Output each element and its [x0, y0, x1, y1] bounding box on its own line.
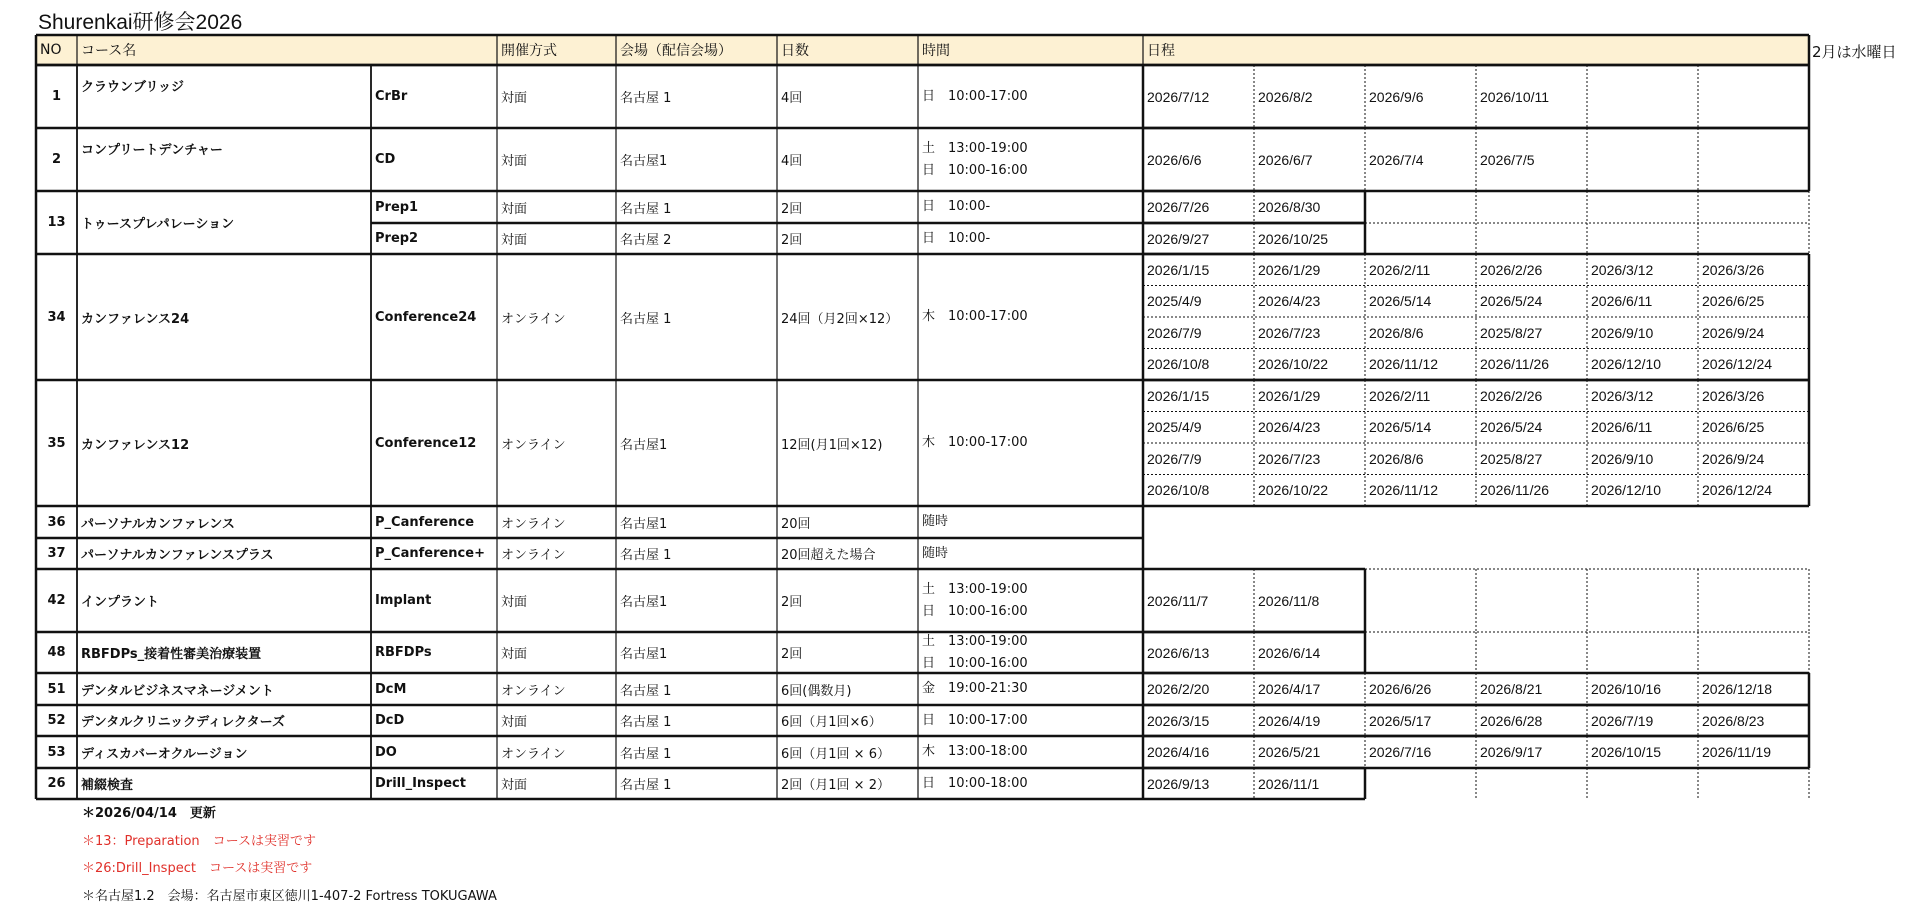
time-line: 木 10:00-17:00: [922, 432, 1028, 454]
time-line: 金 19:00-21:30: [922, 678, 1028, 700]
course-code: DO: [371, 736, 497, 768]
schedule-date: 2026/10/22: [1254, 349, 1365, 381]
schedule-date: 2026/6/6: [1143, 128, 1254, 191]
course-name: デンタルビジネスマネージメント: [77, 673, 371, 705]
time-line: 日 10:00-16:00: [922, 653, 1028, 674]
schedule-date: 2026/7/12: [1143, 65, 1254, 128]
time: [918, 254, 1143, 380]
time-line: 木 13:00-18:00: [922, 741, 1028, 763]
time: [918, 768, 1143, 799]
course-code: Prep1: [371, 191, 497, 223]
venue: 名古屋 1: [616, 673, 777, 705]
format: オンライン: [497, 254, 616, 380]
schedule-date: 2026/9/24: [1698, 317, 1809, 349]
course-code: Drill_Inspect: [371, 768, 497, 799]
schedule-date: 2026/8/30: [1254, 191, 1365, 223]
schedule-date: 2026/12/24: [1698, 349, 1809, 381]
header-format: 開催方式: [497, 35, 616, 65]
schedule-date: 2026/1/29: [1254, 380, 1365, 412]
schedule-date: 2026/11/26: [1476, 349, 1587, 381]
schedule-date: 2026/9/27: [1143, 223, 1254, 254]
row-no: 35: [36, 380, 77, 506]
course-code: CrBr: [371, 65, 497, 128]
schedule-date: 2026/11/8: [1254, 569, 1365, 632]
schedule-date: 2026/5/24: [1476, 286, 1587, 318]
schedule-date: 2026/4/23: [1254, 286, 1365, 318]
course-name: カンファレンス12: [77, 380, 371, 506]
time: [918, 223, 1143, 254]
days: 2回: [777, 223, 918, 254]
schedule-date: 2026/8/21: [1476, 673, 1587, 705]
header-course: コース名: [77, 35, 377, 65]
course-name: RBFDPs_接着性審美治療装置: [77, 632, 371, 673]
course-code: DcM: [371, 673, 497, 705]
schedule-date: 2026/8/6: [1365, 443, 1476, 475]
schedule-date: 2026/12/24: [1698, 475, 1809, 507]
schedule-date: 2026/9/13: [1143, 768, 1254, 799]
days: 4回: [777, 128, 918, 191]
time: [918, 128, 1143, 191]
row-no: 26: [36, 768, 77, 799]
time: [918, 65, 1143, 128]
course-name: コンプリートデンチャー: [77, 134, 371, 162]
time-line: 日 10:00-17:00: [922, 710, 1028, 732]
venue: 名古屋1: [616, 380, 777, 506]
row-no: 36: [36, 506, 77, 538]
format: オンライン: [497, 380, 616, 506]
schedule-date: 2026/3/15: [1143, 705, 1254, 736]
header-days: 日数: [777, 35, 918, 65]
format: オンライン: [497, 538, 616, 569]
format: オンライン: [497, 506, 616, 538]
schedule-date: 2026/1/29: [1254, 254, 1365, 286]
venue: 名古屋 1: [616, 705, 777, 736]
venue: 名古屋 2: [616, 223, 777, 254]
header-time: 時間: [918, 35, 1143, 65]
time-line: 日 10:00-16:00: [922, 601, 1028, 623]
schedule-date: 2026/4/16: [1143, 736, 1254, 768]
venue: 名古屋1: [616, 632, 777, 673]
schedule-date: 2026/4/23: [1254, 412, 1365, 444]
schedule-date: 2026/9/10: [1587, 317, 1698, 349]
schedule-date: 2026/4/17: [1254, 673, 1365, 705]
header-schedule: 日程: [1143, 35, 1809, 65]
schedule-date: 2026/7/19: [1587, 705, 1698, 736]
days: 2回: [777, 632, 918, 673]
schedule-date: 2026/6/28: [1476, 705, 1587, 736]
schedule-date: 2026/6/25: [1698, 286, 1809, 318]
schedule-date: 2026/11/7: [1143, 569, 1254, 632]
time-line: 日 10:00-: [922, 196, 990, 218]
days: 2回（月1回 × 2）: [777, 768, 918, 799]
days: 20回超えた場合: [777, 538, 918, 569]
schedule-date: 2026/9/17: [1476, 736, 1587, 768]
schedule-date: 2026/6/14: [1254, 632, 1365, 673]
schedule-date: 2026/5/24: [1476, 412, 1587, 444]
venue: 名古屋 1: [616, 65, 777, 128]
row-no: 2: [36, 128, 77, 191]
course-code: Conference12: [371, 380, 497, 506]
venue: 名古屋1: [616, 128, 777, 191]
time: [918, 569, 1143, 632]
format: 対面: [497, 223, 616, 254]
schedule-date: 2026/10/16: [1587, 673, 1698, 705]
schedule-date: 2026/8/2: [1254, 65, 1365, 128]
schedule-date: 2026/4/19: [1254, 705, 1365, 736]
schedule-date: 2026/6/7: [1254, 128, 1365, 191]
venue: 名古屋 1: [616, 736, 777, 768]
format: 対面: [497, 632, 616, 673]
venue: 名古屋1: [616, 569, 777, 632]
course-name: トゥースプレパレーション: [77, 191, 371, 254]
schedule-date: 2026/6/11: [1587, 286, 1698, 318]
time-line: 日 10:00-16:00: [922, 160, 1028, 182]
format: 対面: [497, 569, 616, 632]
schedule-date: 2026/12/10: [1587, 349, 1698, 381]
header-no: NO: [36, 35, 77, 65]
schedule-date: 2026/8/23: [1698, 705, 1809, 736]
schedule-date: 2026/10/8: [1143, 349, 1254, 381]
course-code: P_Canference+: [371, 538, 497, 569]
schedule-date: 2026/7/23: [1254, 317, 1365, 349]
venue: 名古屋 1: [616, 538, 777, 569]
venue: 名古屋 1: [616, 254, 777, 380]
time-line: 土 13:00-19:00: [922, 579, 1028, 601]
schedule-date: 2026/12/10: [1587, 475, 1698, 507]
days: 24回（月2回×12）: [777, 254, 918, 380]
days: 6回(偶数月): [777, 673, 918, 705]
schedule-date: 2026/10/22: [1254, 475, 1365, 507]
course-code: Conference24: [371, 254, 497, 380]
schedule-date: 2026/9/24: [1698, 443, 1809, 475]
schedule-date: 2026/7/4: [1365, 128, 1476, 191]
schedule-date: 2026/10/8: [1143, 475, 1254, 507]
schedule-date: 2026/5/14: [1365, 286, 1476, 318]
schedule-date: 2026/5/17: [1365, 705, 1476, 736]
schedule-date: 2026/11/12: [1365, 349, 1476, 381]
venue: 名古屋 1: [616, 768, 777, 799]
schedule-date: 2026/3/12: [1587, 380, 1698, 412]
course-code: Prep2: [371, 223, 497, 254]
time: [918, 380, 1143, 506]
schedule-date: 2026/9/10: [1587, 443, 1698, 475]
page-title: Shurenkai研修会2026: [38, 6, 242, 36]
course-name: クラウンブリッジ: [77, 71, 371, 99]
course-code: CD: [371, 128, 497, 191]
format: 対面: [497, 191, 616, 223]
time: [918, 736, 1143, 768]
schedule-date: 2025/8/27: [1476, 443, 1587, 475]
schedule-date: 2026/2/20: [1143, 673, 1254, 705]
schedule-date: 2026/1/15: [1143, 380, 1254, 412]
schedule-date: 2026/6/13: [1143, 632, 1254, 673]
course-code: P_Canference: [371, 506, 497, 538]
schedule-date: 2026/7/26: [1143, 191, 1254, 223]
time-line: 日 10:00-17:00: [922, 86, 1028, 108]
time: [918, 538, 1143, 569]
days: 6回（月1回 × 6）: [777, 736, 918, 768]
time-line: 随時: [922, 543, 948, 565]
side-note: 2月は水曜日: [1812, 41, 1897, 62]
schedule-date: 2026/2/26: [1476, 254, 1587, 286]
row-no: 37: [36, 538, 77, 569]
days: 6回（月1回×6）: [777, 705, 918, 736]
format: 対面: [497, 128, 616, 191]
note-updated: ＊2026/04/14 更新: [82, 800, 497, 828]
row-no: 13: [36, 191, 77, 254]
course-name: パーソナルカンファレンスプラス: [77, 538, 371, 569]
course-name: カンファレンス24: [77, 254, 371, 380]
schedule-date: 2026/3/26: [1698, 254, 1809, 286]
header-venue: 会場（配信会場）: [616, 35, 777, 65]
venue: 名古屋1: [616, 506, 777, 538]
course-name: ディスカバーオクルージョン: [77, 736, 371, 768]
course-code: Implant: [371, 569, 497, 632]
format: 対面: [497, 65, 616, 128]
schedule-date: 2026/7/5: [1476, 128, 1587, 191]
schedule-date: 2026/10/11: [1476, 65, 1587, 128]
course-code: RBFDPs: [371, 632, 497, 673]
time: [918, 632, 1143, 673]
format: 対面: [497, 705, 616, 736]
schedule-date: 2026/8/6: [1365, 317, 1476, 349]
time-line: 土 13:00-19:00: [922, 138, 1028, 160]
schedule-date: 2026/10/15: [1587, 736, 1698, 768]
schedule-date: 2026/9/6: [1365, 65, 1476, 128]
format: オンライン: [497, 673, 616, 705]
schedule-date: 2026/1/15: [1143, 254, 1254, 286]
schedule-date: 2026/7/9: [1143, 317, 1254, 349]
schedule-date: 2025/4/9: [1143, 286, 1254, 318]
course-name: デンタルクリニックディレクターズ: [77, 705, 371, 736]
schedule-date: 2026/10/25: [1254, 223, 1365, 254]
note-prep: ＊13：Preparation コースは実習です: [82, 828, 497, 856]
days: 2回: [777, 569, 918, 632]
time: [918, 506, 1143, 538]
schedule-date: 2026/6/26: [1365, 673, 1476, 705]
format: オンライン: [497, 736, 616, 768]
schedule-date: 2026/11/1: [1254, 768, 1365, 799]
row-no: 42: [36, 569, 77, 632]
schedule-date: 2026/11/26: [1476, 475, 1587, 507]
days: 12回(月1回×12): [777, 380, 918, 506]
schedule-date: 2026/2/11: [1365, 254, 1476, 286]
schedule-date: 2026/11/12: [1365, 475, 1476, 507]
row-no: 52: [36, 705, 77, 736]
schedule-date: 2026/2/26: [1476, 380, 1587, 412]
note-venue: ＊名古屋1.2 会場：名古屋市東区徳川1-407-2 Fortress TOKUGAWA: [82, 883, 497, 910]
time: [918, 705, 1143, 736]
schedule-date: 2026/11/19: [1698, 736, 1809, 768]
days: 20回: [777, 506, 918, 538]
schedule-date: 2025/4/9: [1143, 412, 1254, 444]
time-line: 木 10:00-17:00: [922, 306, 1028, 328]
course-name: 補綴検査: [77, 768, 371, 799]
note-drill: ＊26:Drill_Inspect コースは実習です: [82, 855, 497, 883]
time-line: 日 10:00-18:00: [922, 773, 1028, 795]
schedule-date: 2026/6/11: [1587, 412, 1698, 444]
schedule-date: 2026/2/11: [1365, 380, 1476, 412]
schedule-date: 2026/3/26: [1698, 380, 1809, 412]
row-no: 34: [36, 254, 77, 380]
schedule-date: 2026/7/16: [1365, 736, 1476, 768]
schedule-date: 2026/5/14: [1365, 412, 1476, 444]
schedule-date: 2026/6/25: [1698, 412, 1809, 444]
course-name: パーソナルカンファレンス: [77, 506, 371, 538]
days: 4回: [777, 65, 918, 128]
venue: 名古屋 1: [616, 191, 777, 223]
course-code: DcD: [371, 705, 497, 736]
row-no: 51: [36, 673, 77, 705]
time: [918, 673, 1143, 705]
days: 2回: [777, 191, 918, 223]
format: 対面: [497, 768, 616, 799]
schedule-date: 2026/7/9: [1143, 443, 1254, 475]
schedule-date: 2026/12/18: [1698, 673, 1809, 705]
course-name: インプラント: [77, 569, 371, 632]
time: [918, 191, 1143, 223]
row-no: 53: [36, 736, 77, 768]
schedule-date: 2026/7/23: [1254, 443, 1365, 475]
schedule-date: 2026/3/12: [1587, 254, 1698, 286]
schedule-date: 2026/5/21: [1254, 736, 1365, 768]
time-line: 土 13:00-19:00: [922, 632, 1028, 653]
schedule-date: 2025/8/27: [1476, 317, 1587, 349]
row-no: 48: [36, 632, 77, 673]
time-line: 日 10:00-: [922, 228, 990, 250]
notes: [82, 800, 497, 910]
row-no: 1: [36, 65, 77, 128]
time-line: 随時: [922, 511, 948, 533]
